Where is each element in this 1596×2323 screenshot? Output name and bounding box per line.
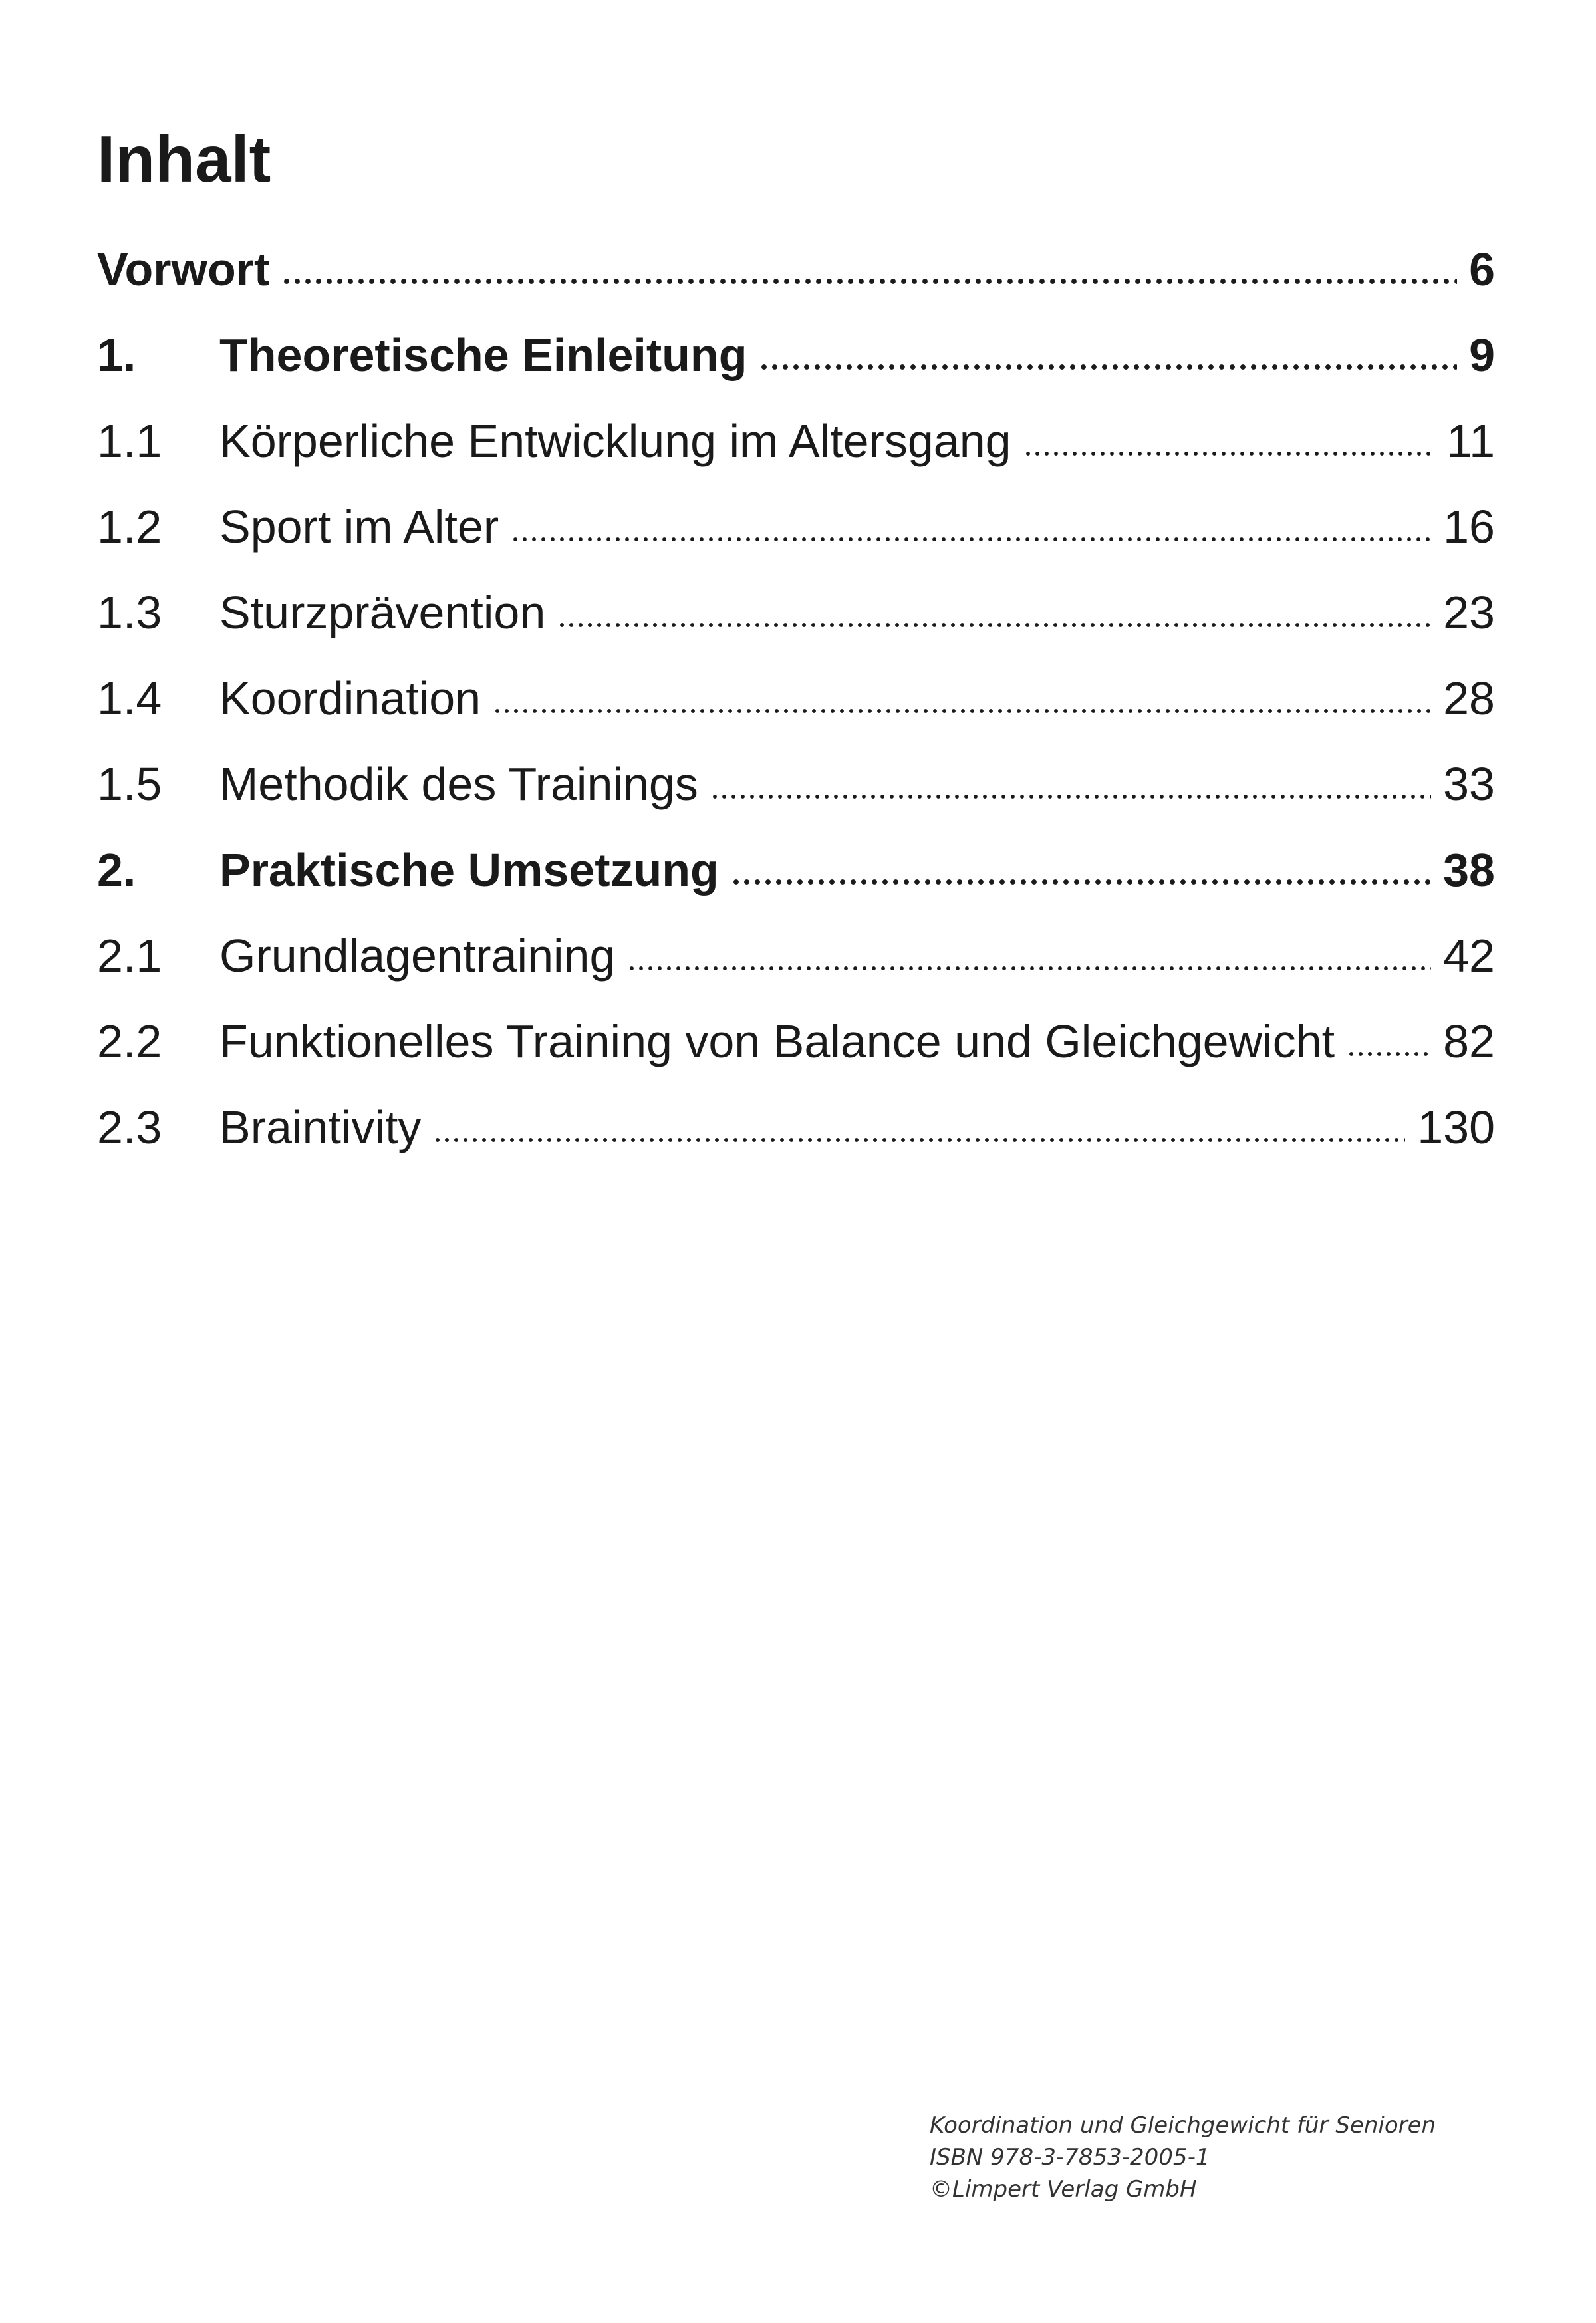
toc-entry-1-3[interactable] [97,569,1495,655]
copyright-footer [930,2110,1436,2205]
toc-entry-1-2[interactable] [97,483,1495,569]
toc-label: Vorwort [97,243,270,295]
toc-page-number: 33 [1443,757,1495,810]
toc-entry-1[interactable] [97,312,1495,398]
toc-label: Sturzprävention [219,586,546,638]
toc-page-number: 42 [1443,929,1495,982]
toc-page-number: 82 [1443,1015,1495,1067]
toc-page-number: 9 [1469,329,1495,381]
toc-number: 1. [97,329,136,381]
page-title: Inhalt [97,122,271,196]
toc-number: 2. [97,843,136,896]
dot-leader [1347,1018,1431,1065]
toc-page-number: 11 [1446,414,1495,467]
dot-leader [627,932,1431,979]
toc-label: Praktische Umsetzung [219,843,719,896]
toc-page-number: 130 [1417,1101,1495,1153]
dot-leader [493,675,1431,722]
toc-entry-2-2[interactable] [97,998,1495,1084]
dot-leader [511,503,1431,550]
toc-entry-1-1[interactable] [97,398,1495,483]
toc-number: 2.2 [97,1015,162,1067]
footer-book-title: Koordination und Gleichgewicht für Senioren [930,2112,1436,2139]
toc-label: Grundlagentraining [219,929,616,982]
dot-leader [731,847,1431,893]
toc-label: Sport im Alter [219,500,499,553]
footer-isbn: ISBN 978-3-7853-2005-1 [930,2144,1210,2171]
toc-label: Körperliche Entwicklung im Altersgang [219,414,1011,467]
toc-page-number: 6 [1469,243,1495,295]
toc-label: Methodik des Trainings [219,757,698,810]
toc-number: 2.1 [97,929,162,982]
dot-leader [759,332,1457,378]
toc-page-number: 38 [1443,843,1495,896]
toc-entry-2-1[interactable] [97,912,1495,998]
toc-number: 2.3 [97,1101,162,1153]
toc-label: Theoretische Einleitung [219,329,747,381]
toc-entry-vorwort[interactable] [97,226,1495,312]
toc-page-number: 28 [1443,672,1495,724]
toc-number: 1.4 [97,672,162,724]
toc-entry-2-3[interactable] [97,1084,1495,1170]
toc-number: 1.5 [97,757,162,810]
footer-publisher: ©Limpert Verlag GmbH [930,2176,1197,2203]
toc-label: Koordination [219,672,481,724]
dot-leader [1023,418,1435,464]
dot-leader [557,589,1431,636]
toc-label: Funktionelles Training von Balance und Gleichgewicht [219,1015,1335,1067]
toc-entry-1-5[interactable] [97,741,1495,827]
table-of-contents [97,226,1495,1170]
toc-label: Braintivity [219,1101,422,1153]
toc-number: 1.3 [97,586,162,638]
toc-entry-1-4[interactable] [97,655,1495,741]
toc-number: 1.2 [97,500,162,553]
toc-page-number: 23 [1443,586,1495,638]
dot-leader [710,761,1431,807]
dot-leader [433,1104,1405,1151]
toc-page-number: 16 [1443,500,1495,553]
toc-entry-2[interactable] [97,827,1495,912]
dot-leader [281,246,1457,293]
toc-number: 1.1 [97,414,162,467]
